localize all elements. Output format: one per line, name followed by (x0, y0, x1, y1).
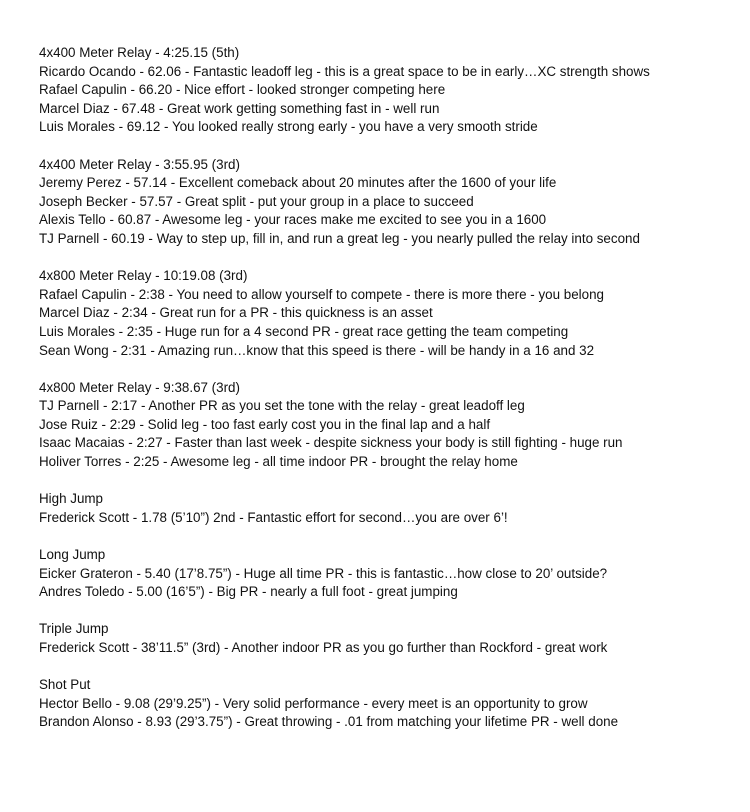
section-4x400-relay-a (39, 44, 739, 137)
athlete-line: TJ Parnell - 2:17 - Another PR as you set the tone with the relay - great leadoff leg (39, 398, 525, 414)
section-triple-jump (39, 620, 739, 657)
athlete-line: Sean Wong - 2:31 - Amazing run…know that this speed is there - will be handy in a 16 and 32 (39, 342, 595, 358)
athlete-line: Jose Ruiz - 2:29 - Solid leg - too fast early cost you in the final lap and a half (39, 416, 491, 432)
section-heading: 4x400 Meter Relay - 3:55.95 (3rd) (39, 156, 240, 172)
section-heading: 4x800 Meter Relay - 10:19.08 (3rd) (39, 268, 248, 284)
athlete-line: Rafael Capulin - 2:38 - You need to allow yourself to compete - there is more there - you belong (39, 286, 604, 302)
meet-results-document (39, 44, 739, 751)
athlete-line: Frederick Scott - 38’11.5” (3rd) - Another indoor PR as you go further than Rockford - great work (39, 640, 608, 655)
section-long-jump (39, 546, 739, 602)
athlete-line: Marcel Diaz - 67.48 - Great work getting something fast in - well run (39, 100, 440, 116)
section-heading: Triple Jump (39, 621, 109, 637)
athlete-line: Luis Morales - 2:35 - Huge run for a 4 second PR - great race getting the team competing (39, 323, 569, 339)
athlete-line: Eicker Grateron - 5.40 (17’8.75”) - Huge all time PR - this is fantastic…how close to 20’ outside? (39, 565, 608, 581)
athlete-line: Luis Morales - 69.12 - You looked really strong early - you have a very smooth stride (39, 119, 538, 135)
athlete-line: Andres Toledo - 5.00 (16’5”) - Big PR - nearly a full foot - great jumping (39, 584, 458, 600)
section-4x400-relay-b (39, 156, 739, 249)
section-4x800-relay-a (39, 267, 739, 360)
athlete-line: Alexis Tello - 60.87 - Awesome leg - your races make me excited to see you in a 1600 (39, 212, 547, 228)
section-heading: High Jump (39, 491, 104, 507)
section-heading: Long Jump (39, 547, 106, 563)
athlete-line: Rafael Capulin - 66.20 - Nice effort - looked stronger competing here (39, 82, 446, 98)
athlete-line: Frederick Scott - 1.78 (5’10”) 2nd - Fantastic effort for second…you are over 6’! (39, 509, 508, 525)
section-heading: Shot Put (39, 677, 91, 693)
athlete-line: Holiver Torres - 2:25 - Awesome leg - all time indoor PR - brought the relay home (39, 454, 518, 470)
section-heading: 4x800 Meter Relay - 9:38.67 (3rd) (39, 379, 240, 395)
athlete-line: Hector Bello - 9.08 (29’9.25”) - Very solid performance - every meet is an opportunity to grow (39, 695, 588, 711)
athlete-line: Ricardo Ocando - 62.06 - Fantastic leadoff leg - this is a great space to be in early…XC strength shows (39, 63, 650, 79)
athlete-line: Marcel Diaz - 2:34 - Great run for a PR - this quickness is an asset (39, 305, 433, 321)
athlete-line: TJ Parnell - 60.19 - Way to step up, fill in, and run a great leg - you nearly pulled the relay into second (39, 230, 640, 246)
section-high-jump (39, 490, 739, 527)
section-heading: 4x400 Meter Relay - 4:25.15 (5th) (39, 45, 240, 60)
athlete-line: Isaac Macaias - 2:27 - Faster than last week - despite sickness your body is still fighting - huge run (39, 435, 623, 451)
athlete-line: Joseph Becker - 57.57 - Great split - put your group in a place to succeed (39, 193, 474, 209)
section-4x800-relay-b (39, 379, 739, 472)
athlete-line: Brandon Alonso - 8.93 (29’3.75”) - Great throwing - .01 from matching your lifetime PR - well done (39, 714, 619, 730)
section-shot-put (39, 676, 739, 732)
athlete-line: Jeremy Perez - 57.14 - Excellent comeback about 20 minutes after the 1600 of your life (39, 175, 557, 191)
